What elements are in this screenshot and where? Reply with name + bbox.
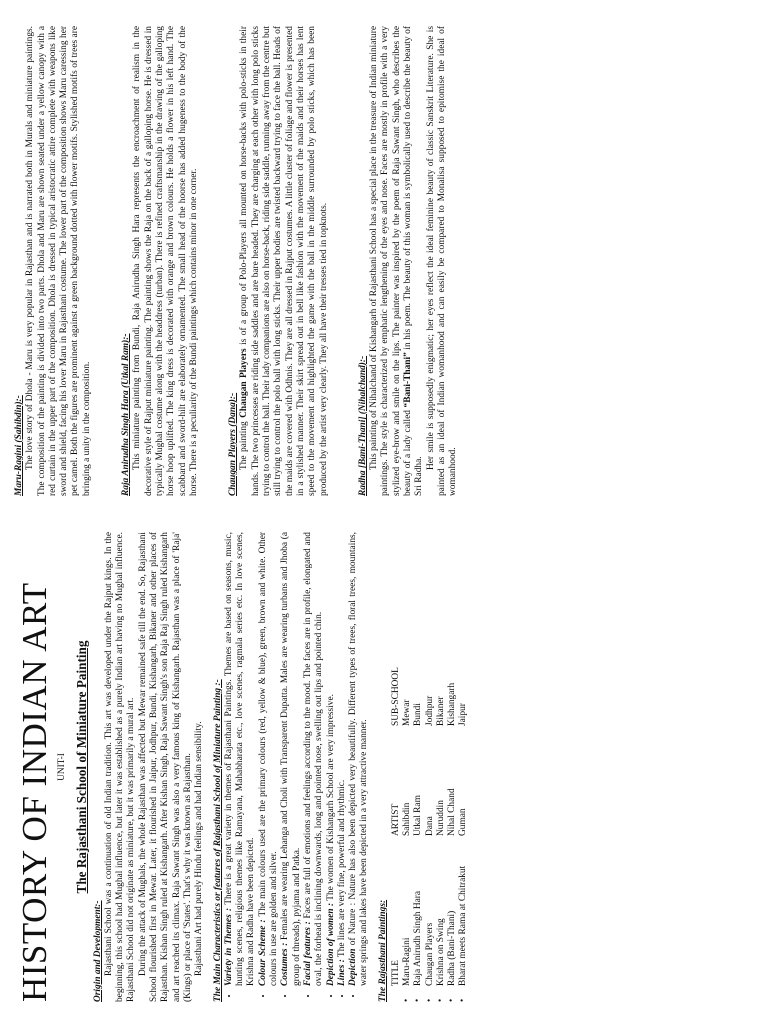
- chaugan-text-rest: is of a group of Polo-Players all mounted on horse-backs with polo-sticks in their hands. The two princesses are riding side saddles and are bare headed. They are charging at each other with long polo sticks trying to control the ball. Their lady companions are also on horse-back, riding side saddle, running away from the centre but still trying to control the polo ball with long sticks. Their upper bodies are twisted backward trying to face the ball. Heads of the maids are covered with Odhnis. They are all dressed in Rajput costumes. A little cluster of foliage and flower is presented in a stylished manner. Their skirt spread out in bell like fashion with the movement of the maids and their horses has lent speed to the movement and highlighted the game with the ball in the middle surrounded by polo sticks, which has been produced by the artist very clearly. They all have their tresses tied in topknots.: [239, 26, 329, 496]
- table-row: [447, 667, 458, 1002]
- painting-subschool: Mewar: [402, 699, 413, 726]
- painting-title: Radha (Bani-Thani): [447, 910, 458, 986]
- bullet-icon: •: [402, 998, 413, 1002]
- characteristic-text: of Nature : Nature has also been depicted very beautifully. Different types of trees, floral trees, mountains, water springs and lakes have been depicted in a very attractive manner.: [348, 532, 370, 986]
- characteristic-item: [337, 532, 348, 986]
- painting-subschool: Jaipur: [458, 703, 469, 726]
- radha-text-rest: in his poem. The beauty of this woman is symbolically used to describe the beauty of Sri Radha.: [403, 26, 425, 496]
- characteristic-term: Facial features :: [302, 921, 313, 986]
- unit-label: UNIT-I: [57, 753, 67, 781]
- origin-heading: Origin and Development:-: [92, 900, 103, 1002]
- painting-subschool: Bikaner: [435, 696, 446, 726]
- raja-paragraph: This miniature painting from Bundi, Raja Anirudha Singh Hara represents the encroachment of realism in the decorative style of Rajput miniature painting. The painting shows the Raja on the back of a galloping horse. He is dressed in typically Mughal costume along with the headdress (turban). There is refined craftsmanship in the drawing of the galloping horse hoop uplifted. The king dress is decorated with orange and brown colours. He holds a flower in his left hand. The scabbard and sword-hilt are elaborately ornamented. The small head of the hoorse has added hugeness to the body of the horse. There is a peculiarity of the Bundi paintings which contains minor in one corner.: [132, 26, 199, 496]
- chapter-title: The Rajasthani School of Miniature Painting: [74, 640, 90, 894]
- maru-paragraph: The love story of Dhola - Maru is very popular in Rajasthan and is narrated both in Murals and miniature paintings. The composition of the painting is divided into two parts. Dhola and Maru are shown seated under a yellow canopy with a red curtain in the upper part of the composition. Dhola is dressed in typical aristocratic attire complete with weapons like sword and shield, facing his lover Maru in Rajasthani costume. The lower part of the composition shows Maru caressing her pet camel. Both the figures are prominent against a green background dotted with flower motifs. Stylished motifs of trees are bringing a unity in the composition.: [25, 26, 92, 496]
- column-header-subschool: SUB-SCHOOL: [391, 667, 402, 726]
- characteristic-text: The women of Kishangarh School are very impressive.: [325, 694, 336, 903]
- characteristic-term: Depiction: [348, 948, 359, 986]
- characteristics-list: [224, 532, 371, 1002]
- bullet-icon: •: [413, 998, 424, 1002]
- characteristic-item: [303, 532, 326, 986]
- bani-thani-bold: “Bani-Thani”: [403, 352, 414, 408]
- chaugan-paragraph: [239, 26, 329, 496]
- bullet-icon: •: [447, 998, 458, 1002]
- radha-text-start: This painting of Nihalchand of Kishangarh of Rajasthani School has a special place in the treasure of Indian miniature paintings. The style is characterized by emphatic lengthening of the eyes and nose. Faces are mostly in profile with a very stylized eye-brow and smile on the lips. The painter was inspired by the poem of Raja Sawant Singh, who describes the beauty of a lady called: [369, 26, 414, 496]
- painting-artist: Utkal Ram: [413, 795, 424, 836]
- origin-paragraph-2: During the attack of Mughals, the whole Rajasthan was affected but Mewar remained safe till the end. So, Rajasthani School flourished first in Mewar. Later, it flourished in Jaipur, Jodhpur, Bundi, Kishangarh, Bikaner and other places of Rajasthan. Kishan Singh ruled at Kishangarh. After Kishan Singh, Raja Sawant Singh's son Raja Raj Singh ruled Kishangarh and art reached its climax. Raja Sawant Singh was also a very famous king of Kishangarh. Rajasthan was a place of 'Raja' (Kings) or place of 'States'. That's why it was known as Rajasthan.: [137, 532, 193, 1002]
- bullet-icon: •: [458, 998, 469, 1002]
- table-row: [458, 667, 469, 1002]
- characteristic-text: The main colours used are the primary colours (red, yellow & blue), green, brown and white. Other colours in use are golden and silver.: [257, 532, 280, 986]
- characteristic-term: Colour Scheme :: [257, 919, 268, 986]
- chaugan-text-start: The painting: [239, 417, 250, 470]
- characteristic-item: [326, 532, 337, 986]
- characteristic-term: Depiction of women :: [325, 902, 336, 986]
- radha-paragraph-2: Her smile is supposedly enigmatic; her eyes reflect the ideal feminine beauty of classic Sanskrit Literature. She is painted as an ideal of Indian womanhood and can easily be compared to Monalisa supposed to epitomise the ideal of womanhood.: [425, 26, 459, 496]
- raja-heading: Raja Anirudha Singh Hara (Utkal Ram):-: [121, 333, 132, 496]
- table-row: [402, 667, 413, 1002]
- painting-artist: Nuruddin: [435, 800, 446, 836]
- painting-artist: Guman: [458, 808, 469, 836]
- characteristic-term: Lines :: [336, 959, 347, 986]
- maru-heading: Maru-Ragini (Sahibdin):-: [14, 395, 24, 496]
- painting-title: Raja Anirudh Singh Hara: [413, 890, 424, 986]
- bullet-icon: •: [424, 998, 435, 1002]
- radha-paragraph-1: [369, 26, 425, 496]
- characteristic-item: [224, 532, 258, 986]
- table-row: [425, 667, 436, 1002]
- column-header-title: TITLE: [391, 959, 402, 986]
- left-column: [14, 532, 754, 1002]
- bullet-icon: •: [435, 998, 446, 1002]
- characteristic-text: Faces are full of emotions and feelings according to the mood. The faces are in profile, elongated and oval, the forhead is inclining downwards, long and pointed nose, swelling out lips and pointed chin.: [302, 532, 325, 986]
- painting-subschool: Bundi: [413, 703, 424, 726]
- right-column: [14, 26, 754, 496]
- painting-title: Krishna on Swing: [435, 918, 446, 986]
- paintings-heading: The Rajasthani Paintings:: [377, 899, 388, 1002]
- table-row: [413, 667, 424, 1002]
- column-header-artist: ARTIST: [391, 803, 402, 836]
- painting-artist: Dana: [424, 816, 435, 836]
- paintings-header-row: [391, 667, 402, 1002]
- painting-artist: Nihal Chand: [447, 788, 458, 836]
- painting-subschool: Jodhpur: [424, 695, 435, 726]
- characteristic-item: [348, 532, 371, 986]
- paintings-table: [391, 667, 469, 1002]
- characteristic-term: Variety in Themes :: [223, 907, 234, 986]
- characteristic-text: The lines are very fine, powerful and rhythmic.: [336, 779, 347, 960]
- origin-paragraph-1: Rajasthani School was a continuation of old Indian tradition. This art was developed under the Rajput kings. In the beginning, this school had Mughal influence, but later it was established as a purely Indian art having no Mughal influence. Rajasthani School did not originate as miniature, but it was primarily a mural art.: [103, 532, 137, 1002]
- characteristic-item: [280, 532, 303, 986]
- characteristic-item: [258, 532, 281, 986]
- radha-heading: Radha [Bani-Thani] (Nihalchand):-: [357, 355, 368, 496]
- painting-artist: Sahibdin: [402, 802, 413, 836]
- table-row: [436, 667, 447, 1002]
- characteristic-text: Females are wearing Lehanga and Choli with Transparent Dupatta. Males are wearing turbans and Jhoba (a group of threads), pyjama and Patka.: [280, 532, 302, 986]
- painting-title: Maru-Ragini: [402, 937, 413, 986]
- characteristics-heading: The Main Characteristics or features of Rajasthani School of Miniature Painting :-: [212, 679, 223, 1002]
- chaugan-title-bold: Chaugan Players: [239, 348, 250, 418]
- painting-subschool: Kishangarh: [447, 682, 458, 726]
- chaugan-heading: Chaugan Players (Dana):-: [228, 392, 239, 496]
- page-title: HISTORY OF INDIAN ART: [15, 582, 54, 1002]
- painting-title: Bharat meets Rama at Chitrakut: [458, 865, 469, 986]
- painting-title: Chaugan Players: [424, 922, 435, 986]
- characteristic-text: There is a great variety in themes of Rajasthani Paintings. Themes are based on seasons, music, hunting scenes, religious themes like Ramayana, Mahabharata etc., love scenes, ragmala series etc. In love scenes, Krishna and Radha have been depicted.: [223, 532, 257, 986]
- origin-paragraph-3: Rajasthani Art had purely Hindu feelings and had Indian sensibility.: [194, 721, 205, 976]
- characteristic-term: Costumes :: [280, 942, 291, 986]
